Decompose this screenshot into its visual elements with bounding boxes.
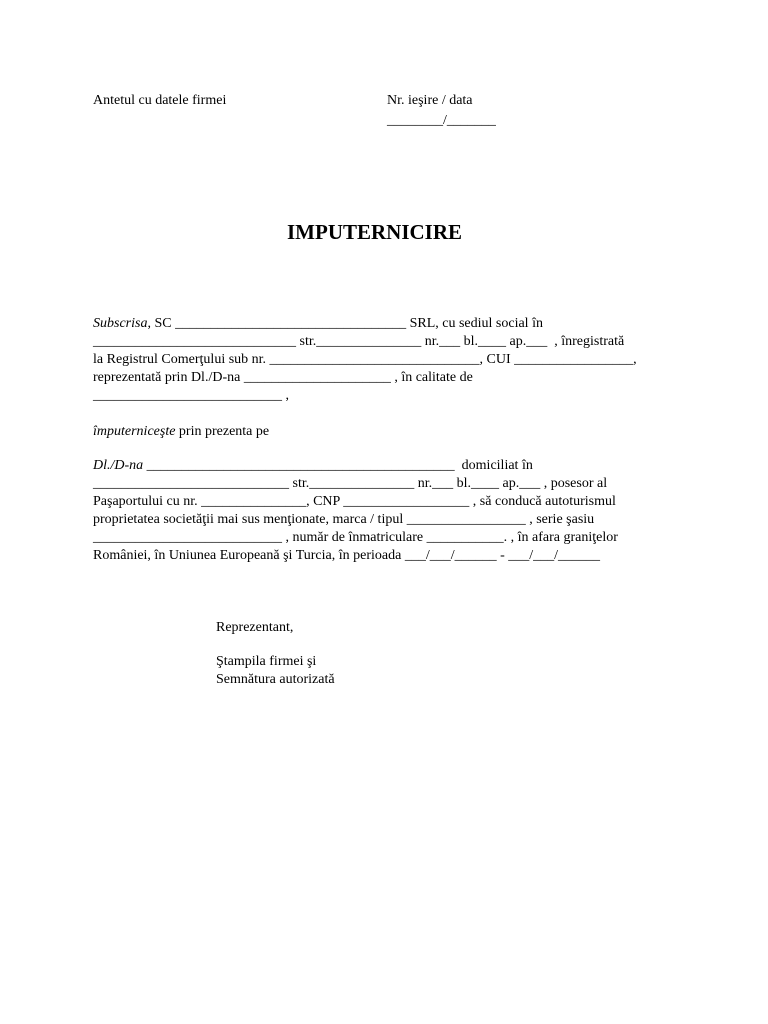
subscrisa-italic: Subscrisa	[93, 316, 148, 331]
paragraph-1-line-4: reprezentată prin Dl./D-na _____________________ , în calitate de	[93, 370, 473, 385]
paragraph-2	[93, 424, 269, 440]
dl-dna-italic: Dl./D-na	[93, 458, 144, 473]
authorized-signature-label: Semnătura autorizată	[216, 672, 335, 687]
paragraph-3-line-6: României, în Uniunea Europeană şi Turcia, în perioada ___/___/______ - ___/___/______	[93, 548, 601, 563]
paragraph-1-line-1-text: , SC _________________________________ SRL, cu sediul social în	[147, 316, 543, 331]
paragraph-3-line-3: Paşaportului cu nr. _______________, CNP __________________ , să conducă autoturismul	[93, 494, 616, 509]
exit-number-date-blank: ________/_______	[387, 113, 496, 128]
paragraph-1-line-2: _____________________________ str._______________ nr.___ bl.____ ap.___ , înregistrată	[93, 334, 625, 349]
paragraph-3-line-2: ____________________________ str._______________ nr.___ bl.____ ap.___ , posesor al	[93, 476, 608, 491]
paragraph-3-line-1	[93, 458, 533, 474]
exit-number-date-label: Nr. ieşire / data	[387, 93, 473, 108]
paragraph-3-line-5: ___________________________ , număr de înmatriculare ___________. , în afara graniţelor	[93, 530, 618, 545]
company-header-label: Antetul cu datele firmei	[93, 93, 227, 108]
imputerniceste-italic: împuterniceşte	[93, 424, 176, 439]
paragraph-3-line-1-text: ____________________________________________ domiciliat în	[143, 458, 533, 473]
paragraph-2-text: prin prezenta pe	[175, 424, 270, 439]
representative-label: Reprezentant,	[216, 620, 294, 635]
paragraph-1-line-3: la Registrul Comerţului sub nr. ______________________________, CUI _________________,	[93, 352, 637, 367]
paragraph-1-line-1	[93, 316, 543, 332]
document-title: IMPUTERNICIRE	[287, 220, 463, 244]
paragraph-3-line-4: proprietatea societăţii mai sus menţionate, marca / tipul _________________ , serie şasiu	[93, 512, 595, 527]
paragraph-1-line-5: ___________________________ ,	[93, 388, 289, 403]
company-stamp-label: Ştampila firmei şi	[216, 654, 317, 669]
